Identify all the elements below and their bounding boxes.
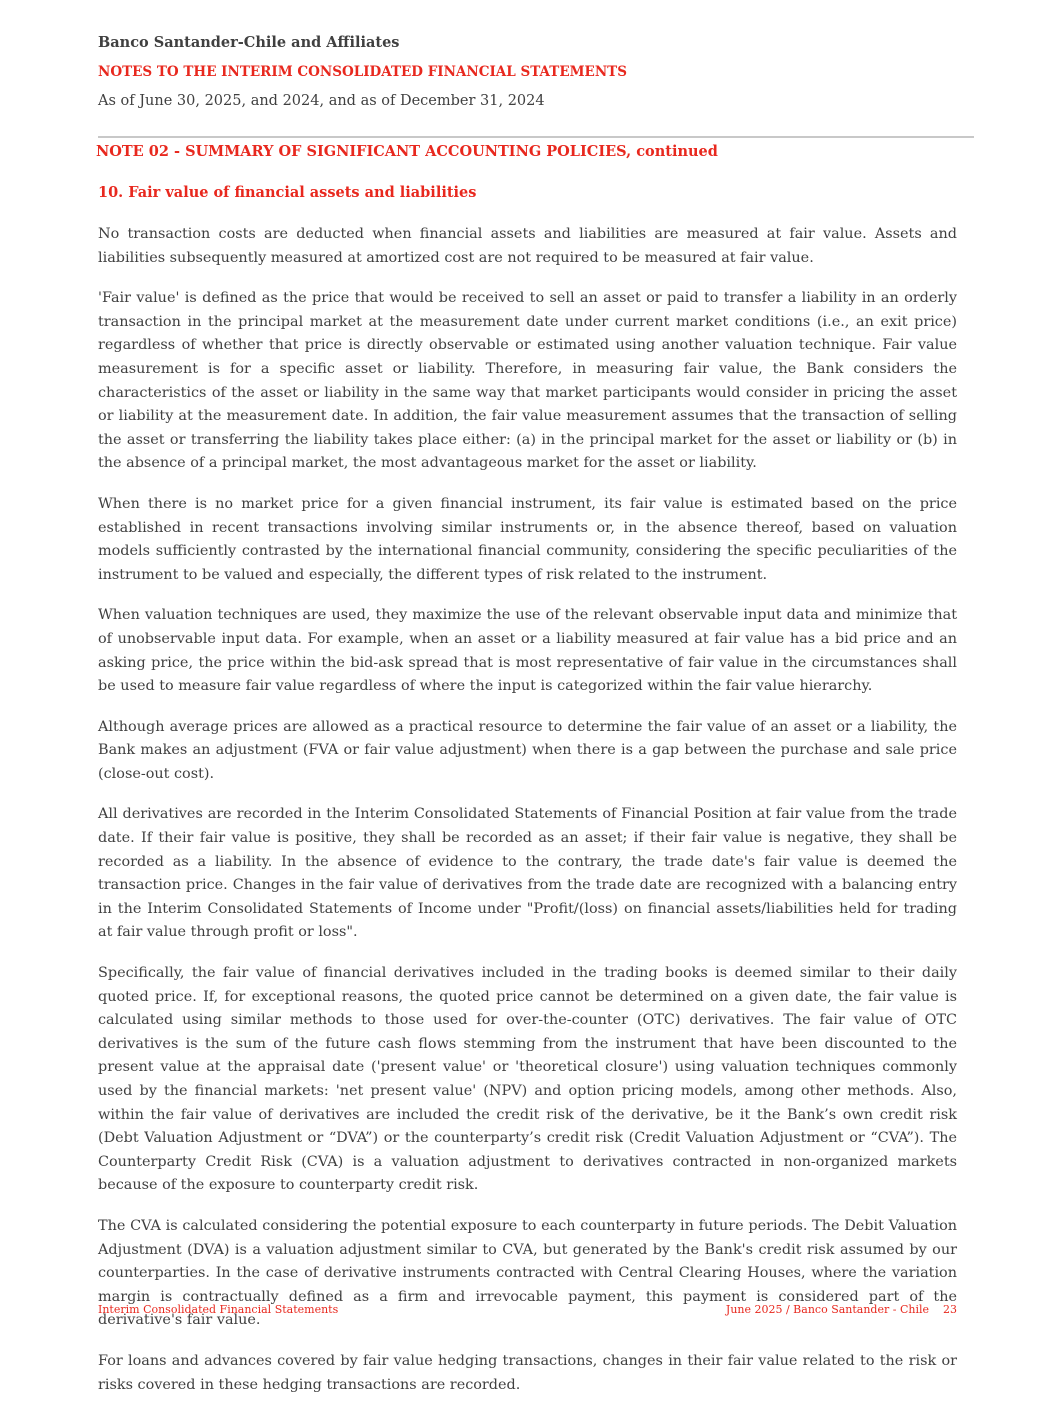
paragraph-2: 'Fair value' is defined as the price that would be received to sell an asset or paid to transfer a liability in an orderly transaction in the principal market at the measurement date under current market conditions (i.e., an exit price) regardless of whether that price is directly observable or estimated using another valuation technique. Fair value measurement is for a specific asset or liability. Therefore, in measuring fair value, the Bank considers the characteristics of the asset or liability in the same way that market participants would consider in pricing the asset or liability at the measurement date. In addition, the fair value measurement assumes that the transaction of selling the asset or transferring the liability takes place either: (a) in the principal market for the asset or liability or (b) in the absence of a principal market, the most advantageous market for the asset or liability. bbox=[98, 290, 957, 472]
company-name: Banco Santander-Chile and Affiliates bbox=[98, 34, 400, 51]
paragraph-9: For loans and advances covered by fair value hedging transactions, changes in their fair value related to the risk or risks covered in these hedging transactions are recorded. bbox=[98, 1352, 957, 1393]
body-text bbox=[98, 223, 957, 1414]
document-title: NOTES TO THE INTERIM CONSOLIDATED FINANCIAL STATEMENTS bbox=[98, 64, 627, 80]
footer-document-name: Interim Consolidated Financial Statements bbox=[98, 1303, 339, 1316]
paragraph-1: No transaction costs are deducted when financial assets and liabilities are measured at fair value. Assets and liabilities subsequently measured at amortized cost are not required to be measured at fair value. bbox=[98, 226, 957, 266]
paragraph-6: All derivatives are recorded in the Interim Consolidated Statements of Financial Position at fair value from the trade date. If their fair value is positive, they shall be recorded as an asset; if their fair value is negative, they shall be recorded as a liability. In the absence of evidence to the contrary, the trade date's fair value is deemed the transaction price. Changes in the fair value of derivatives from the trade date are recognized with a balancing entry in the Interim Consolidated Statements of Income under "Profit/(loss) on financial assets/liabilities held for trading at fair value through profit or loss". bbox=[98, 806, 957, 941]
paragraph-4: When valuation techniques are used, they maximize the use of the relevant observable input data and minimize that of unobservable input data. For example, when an asset or a liability measured at fair value has a bid price and an asking price, the price within the bid-ask spread that is most representative of fair value in the circumstances shall be used to measure fair value regardless of where the input is categorized within the fair value hierarchy. bbox=[98, 607, 957, 695]
footer-date-bank: June 2025 / Banco Santander - Chile bbox=[725, 1303, 929, 1316]
header-divider bbox=[98, 136, 974, 138]
note-heading: NOTE 02 - SUMMARY OF SIGNIFICANT ACCOUNTING POLICIES, continued bbox=[96, 143, 718, 160]
paragraph-8: The CVA is calculated considering the potential exposure to each counterparty in future periods. The Debit Valuation Adjustment (DVA) is a valuation adjustment similar to CVA, but generated by the Bank's credit risk assumed by our counterparties. In the case of derivative instruments contracted with Central Clearing Houses, where the variation margin is contractually defined as a firm and irrevocable payment, this payment is considered part of the derivative's fair value. bbox=[98, 1217, 957, 1329]
section-heading: 10. Fair value of financial assets and liabilities bbox=[98, 184, 477, 201]
footer-right bbox=[726, 1303, 957, 1316]
paragraph-7: Specifically, the fair value of financial derivatives included in the trading books is deemed similar to their daily quoted price. If, for exceptional reasons, the quoted price cannot be determined on a given date, the fair value is calculated using similar methods to those used for over-the-counter (OTC) derivatives. The fair value of OTC derivatives is the sum of the future cash flows stemming from the instrument that have been discounted to the present value at the appraisal date ('present value' or 'theoretical closure') using valuation techniques commonly used by the financial markets: 'net present value' (NPV) and option pricing models, among other methods. Also, within the fair value of derivatives are included the credit risk of the derivative, be it the Bank’s own credit risk (Debt Valuation Adjustment or “DVA”) or the counterparty’s credit risk (Credit Valuation Adjustment or “CVA”). The Counterparty Credit Risk (CVA) is a valuation adjustment to derivatives contracted in non-organized markets because of the exposure to counterparty credit risk. bbox=[98, 965, 957, 1194]
paragraph-3: When there is no market price for a given financial instrument, its fair value is estimated based on the price established in recent transactions involving similar instruments or, in the absence thereof, based on valuation models sufficiently contrasted by the international financial community, considering the specific peculiarities of the instrument to be valued and especially, the different types of risk related to the instrument. bbox=[98, 495, 957, 583]
paragraph-5: Although average prices are allowed as a practical resource to determine the fair value of an asset or a liability, the Bank makes an adjustment (FVA or fair value adjustment) when there is a gap between the purchase and sale price (close-out cost). bbox=[98, 718, 957, 782]
page-number: 23 bbox=[943, 1303, 957, 1316]
reporting-period: As of June 30, 2025, and 2024, and as of December 31, 2024 bbox=[98, 93, 545, 109]
